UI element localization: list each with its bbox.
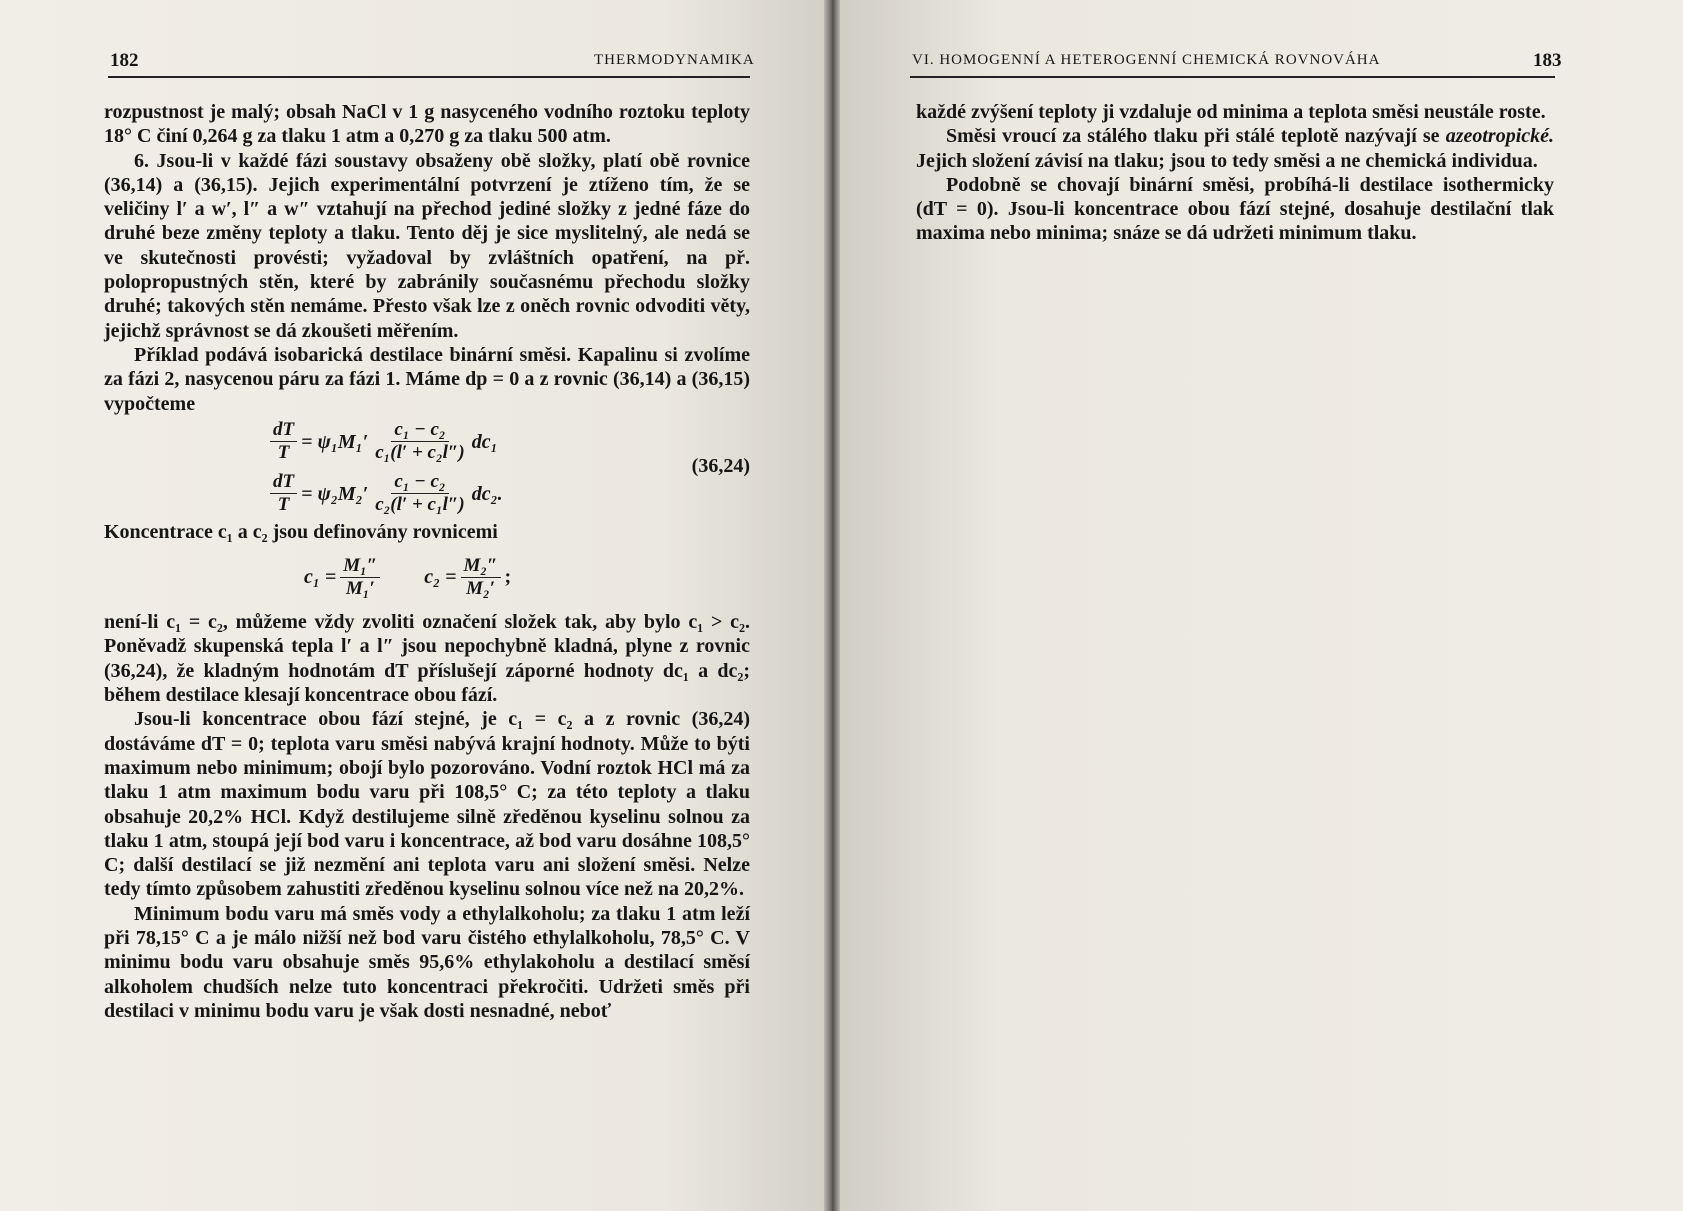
punctuation: ; [504, 566, 512, 588]
paragraph [916, 124, 1554, 173]
paragraph [104, 149, 750, 343]
definition-lhs: c₁ = [304, 566, 337, 588]
denominator: c₁(l′ + c₂l″) [375, 442, 465, 464]
paragraph-text: Jejich složení závisí na tlaku; jsou to tedy směsi a ne chemická individua. [916, 149, 1538, 172]
denominator: T [277, 442, 290, 464]
emphasized-term: azeotropické. [1445, 125, 1554, 148]
equation-number: (36,24) [691, 454, 750, 477]
paragraph-text: Směsi vroucí za stálého tlaku při stálé teplotě nazývají se [946, 125, 1446, 148]
numerator: M₂″ [461, 555, 501, 578]
coefficient: = ψ₂M₂′ [301, 482, 369, 505]
denominator: M₁′ [345, 577, 375, 599]
fraction [270, 419, 297, 464]
fraction [270, 471, 297, 516]
left-running-header: THERMODYNAMIKA [594, 52, 755, 68]
paragraph: každé zvýšení teploty ji vzdaluje od minima a teplota směsi neustále roste. [916, 101, 1546, 123]
differential: dc₂. [471, 482, 503, 505]
differential: dc₁ [471, 430, 498, 453]
numerator: M₁″ [340, 555, 380, 578]
fraction [340, 555, 380, 600]
paragraph: Podobně se chovají binární směsi, probíhá-li destilace isothermicky (dT = 0). Jsou-li koncentrace obou fází stejné, dosahuje destilační tlak maxima nebo minima; snáze se dá udržeti minimum tlaku. [916, 173, 1554, 245]
paragraph: rozpustnost je malý; obsah NaCl v 1 g nasyceného vodního roztoku teploty 18° C činí 0,264 g za tlaku 1 atm a 0,270 g za tlaku 500 atm. [104, 101, 750, 148]
paragraph: Jsou-li koncentrace obou fází stejné, je c₁ = c₂ a z rovnic (36,24) dostáváme dT = 0; teplota varu směsi nabývá krajní hodnoty. Může to býti maximum nebo minimum; obojí bylo pozorováno. Vodní roztok HCl má za tlaku 1 atm maximum bodu varu při 108,5° C; za této teploty a tlaku obsahuje 20,2% HCl. Když destilujeme silně zředěnou kyselinu solnou za tlaku 1 atm, stoupá její bod varu i koncentrace, až bod varu dosáhne 108,5° C; další destilací se již nezmění ani teplota varu ani složení směsi. Nelze tedy tímto způsobem zahustiti zředěnou kyselinu solnou více než na 20,2%. [104, 708, 750, 901]
left-page-number: 182 [110, 50, 139, 71]
left-text-column [104, 100, 750, 1023]
definition-lhs: c₂ = [424, 566, 457, 588]
right-running-header: VI. HOMOGENNÍ A HETEROGENNÍ CHEMICKÁ ROVNOVÁHA [912, 52, 1381, 68]
paragraph: Minimum bodu varu má směs vody a ethylalkoholu; za tlaku 1 atm leží při 78,15° C a je málo nižší než bod varu čistého ethylalkoholu, 78,5° C. V minimu bodu varu obsahuje směs 95,6% ethylakoholu a destilací směsí alkoholem chudších nelze tuto koncentraci překročiti. Udržeti směs při destilaci v minimu bodu varu je však dosti nesnadné, neboť [104, 902, 750, 1022]
left-header-rule [108, 76, 750, 78]
definition-equations [104, 544, 750, 610]
fraction [372, 471, 468, 516]
denominator: c₂(l′ + c₁l″) [375, 494, 465, 516]
denominator: M₂′ [466, 577, 495, 599]
section-number: 6. [134, 149, 149, 172]
coefficient: = ψ₁M₁′ [301, 430, 369, 453]
equation-line [104, 468, 750, 520]
paragraph-text: Jsou-li v každé fázi soustavy obsaženy obě složky, platí obě rovnice (36,14) a (36,15). Jejich experimentální potvrzení je ztíženo tím, že se veličiny l′ a w′, l″ a w″ vztahují na přechod jediné složky z jedné fáze do druhé beze změny teploty a tlaku. Tento děj je sice myslitelný, ale nedá se ve skutečnosti provésti; vyžadoval by zvláštních opatření, na př. polopropustných stěn, které by zabránily současnému přechodu složky druhé; takových stěn nemáme. Přesto však lze z oněch rovnic odvoditi věty, jejichž správnost se dá zkoušeti měřením. [104, 149, 750, 342]
right-text-column [916, 100, 1554, 246]
paragraph: Koncentrace c₁ a c₂ jsou definovány rovnicemi [104, 520, 498, 543]
numerator: c₁ − c₂ [391, 471, 448, 494]
paragraph: Příklad podává isobarická destilace binární směsi. Kapalinu si zvolíme za fázi 2, nasycenou páru za fázi 1. Máme dp = 0 a z rovnic (36,14) a (36,15) vypočteme [104, 343, 750, 415]
right-header-rule [910, 76, 1555, 78]
equation-line [104, 416, 750, 468]
paragraph: není-li c₁ = c₂, můžeme vždy zvoliti označení složek tak, aby bylo c₁ > c₂. Poněvadž skupenská tepla l′ a l″ jsou nepochybně kladná, plyne z rovnic (36,24), že kladným hodnotám dT příslušejí záporné hodnoty dc₁ a dc₂; během destilace klesají koncentrace obou fází. [104, 611, 750, 707]
equation-block [104, 416, 750, 520]
numerator: dT [270, 419, 297, 442]
fraction [461, 555, 501, 600]
numerator: c₁ − c₂ [391, 419, 448, 442]
fraction [372, 419, 468, 464]
right-page-number: 183 [1533, 50, 1562, 71]
book-gutter [824, 0, 840, 1211]
denominator: T [277, 494, 290, 516]
numerator: dT [270, 471, 297, 494]
